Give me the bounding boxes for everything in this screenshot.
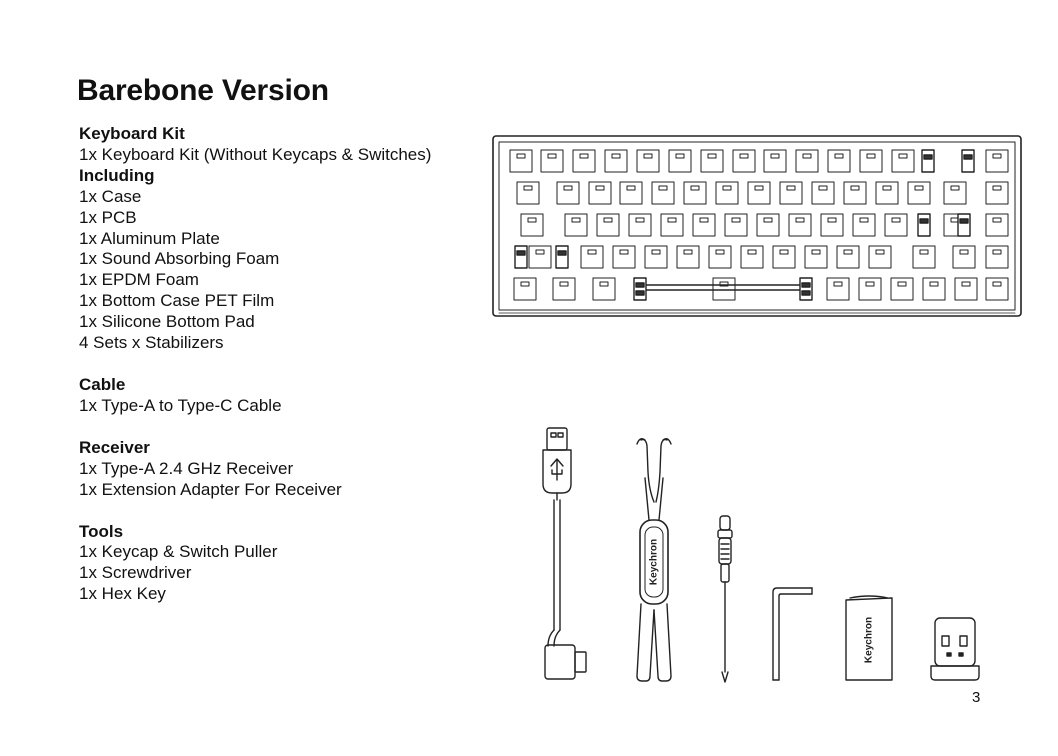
list-item: 1x Screwdriver — [79, 563, 192, 583]
stabilizer-backspace — [922, 150, 974, 172]
switch-notch — [740, 154, 748, 158]
switch-cutout — [955, 278, 977, 300]
switch-cutout — [637, 150, 659, 172]
switch-notch — [812, 250, 820, 254]
switch-cutout — [789, 214, 811, 236]
switch-cutout — [876, 182, 898, 204]
list-item: 1x Silicone Bottom Pad — [79, 312, 255, 332]
switch-cutout — [557, 182, 579, 204]
switch-notch — [748, 250, 756, 254]
switch-notch — [771, 154, 779, 158]
switch-cutout — [629, 214, 651, 236]
switch-notch — [828, 218, 836, 222]
section-heading: Receiver — [79, 437, 150, 457]
switch-notch — [993, 218, 1001, 222]
list-item: 1x Type-A to Type-C Cable — [79, 395, 282, 415]
switch-cutout — [764, 150, 786, 172]
switch-notch — [684, 250, 692, 254]
switch-cutout — [645, 246, 667, 268]
list-item: 1x Hex Key — [79, 584, 166, 604]
switch-notch — [708, 154, 716, 158]
switch-cutout — [986, 278, 1008, 300]
switch-cutout — [828, 150, 850, 172]
switch-cutout — [885, 214, 907, 236]
section-heading: Tools — [79, 521, 124, 541]
switch-notch — [960, 250, 968, 254]
list-item: 1x Keycap & Switch Puller — [79, 542, 278, 562]
switch-notch — [876, 250, 884, 254]
switch-notch — [612, 154, 620, 158]
switch-cutout — [748, 182, 770, 204]
switch-notch — [600, 282, 608, 286]
usb-cable-icon — [543, 428, 586, 679]
switch-notch — [915, 186, 923, 190]
switch-notch — [962, 282, 970, 286]
switch-cutout — [757, 214, 779, 236]
switch-cutout — [860, 150, 882, 172]
switch-cutout — [684, 182, 706, 204]
switch-notch — [866, 282, 874, 286]
switch-notch — [668, 218, 676, 222]
switch-cutout — [553, 278, 575, 300]
switch-notch — [596, 186, 604, 190]
switch-notch — [723, 186, 731, 190]
switch-notch — [930, 282, 938, 286]
switch-cutout — [892, 150, 914, 172]
switch-notch — [834, 282, 842, 286]
switch-cutout — [652, 182, 674, 204]
switch-cutout — [913, 246, 935, 268]
switch-notch — [676, 154, 684, 158]
list-item: 1x Extension Adapter For Receiver — [79, 479, 342, 499]
switch-cutout — [733, 150, 755, 172]
switch-notch — [993, 250, 1001, 254]
switch-notch — [636, 218, 644, 222]
switch-notch — [883, 186, 891, 190]
switch-cutout — [605, 150, 627, 172]
switch-cutout — [589, 182, 611, 204]
switch-notch — [898, 282, 906, 286]
section-heading: Cable — [79, 374, 126, 394]
switch-notch — [627, 186, 635, 190]
switch-notch — [691, 186, 699, 190]
switch-notch — [536, 250, 544, 254]
switch-cutout — [573, 150, 595, 172]
switch-cutout — [986, 182, 1008, 204]
keycap-switch-puller-icon — [637, 439, 671, 681]
list-item: 1x PCB — [79, 207, 137, 227]
switch-cutout — [529, 246, 551, 268]
switch-notch — [652, 250, 660, 254]
switch-cutout — [613, 246, 635, 268]
keyboard-plate-icon — [493, 136, 1021, 316]
switch-cutout — [541, 150, 563, 172]
list-item: 1x Sound Absorbing Foam — [79, 249, 280, 269]
switch-notch — [521, 282, 529, 286]
switch-cutout — [844, 182, 866, 204]
switch-cutout — [581, 246, 603, 268]
switch-notch — [732, 218, 740, 222]
stabilizer-shift — [515, 246, 568, 268]
switch-cutout — [773, 246, 795, 268]
hex-key-icon — [773, 588, 812, 680]
switch-cutout — [944, 182, 966, 204]
switch-notch — [803, 154, 811, 158]
switch-cutout — [923, 278, 945, 300]
subheading-including: Including — [79, 165, 155, 185]
switch-notch — [899, 154, 907, 158]
list-item: 1x Case — [79, 186, 142, 206]
list-item: 1x Type-A 2.4 GHz Receiver — [79, 458, 294, 478]
switch-cutout — [986, 246, 1008, 268]
switch-notch — [796, 218, 804, 222]
switch-notch — [860, 218, 868, 222]
switch-notch — [993, 154, 1001, 158]
stabilizer-spacebar — [634, 278, 812, 300]
switch-cutout — [565, 214, 587, 236]
switch-notch — [755, 186, 763, 190]
switch-cutout — [741, 246, 763, 268]
switch-cutout — [725, 214, 747, 236]
page-title: Barebone Version — [77, 74, 329, 107]
switch-notch — [951, 186, 959, 190]
switch-notch — [993, 186, 1001, 190]
switch-cutout — [701, 150, 723, 172]
receiver-icon — [931, 618, 979, 680]
switch-notch — [764, 218, 772, 222]
list-item: 1x Aluminum Plate — [79, 228, 220, 248]
screwdriver-icon — [718, 516, 732, 682]
switch-notch — [588, 250, 596, 254]
switch-cutout — [908, 182, 930, 204]
switch-cutout — [837, 246, 859, 268]
switch-cutout — [891, 278, 913, 300]
brand-text: Keychron — [648, 538, 660, 586]
switch-cutout — [780, 182, 802, 204]
switch-cutout — [517, 182, 539, 204]
receiver-adapter-icon — [846, 596, 892, 680]
switch-notch — [787, 186, 795, 190]
switch-notch — [644, 154, 652, 158]
switch-cutout — [953, 246, 975, 268]
switch-cutout — [510, 150, 532, 172]
list-item: 1x Bottom Case PET Film — [79, 291, 275, 311]
switch-notch — [620, 250, 628, 254]
switch-notch — [844, 250, 852, 254]
switch-cutout — [620, 182, 642, 204]
switch-notch — [528, 218, 536, 222]
list-item: 1x EPDM Foam — [79, 270, 199, 290]
switch-cutout — [986, 214, 1008, 236]
switch-notch — [892, 218, 900, 222]
brand-text: Keychron — [863, 616, 875, 664]
switch-notch — [993, 282, 1001, 286]
switch-cutout — [796, 150, 818, 172]
switch-notch — [524, 186, 532, 190]
switch-notch — [920, 250, 928, 254]
switch-cutout — [709, 246, 731, 268]
switch-notch — [548, 154, 556, 158]
switch-cutout — [812, 182, 834, 204]
switch-notch — [835, 154, 843, 158]
switch-cutout — [593, 278, 615, 300]
switch-notch — [572, 218, 580, 222]
switch-notch — [780, 250, 788, 254]
switch-cutout — [805, 246, 827, 268]
switch-notch — [659, 186, 667, 190]
switch-cutout — [716, 182, 738, 204]
switch-notch — [819, 186, 827, 190]
switch-notch — [517, 154, 525, 158]
switch-cutout — [677, 246, 699, 268]
switch-notch — [867, 154, 875, 158]
switch-cutout — [859, 278, 881, 300]
switch-cutout — [521, 214, 543, 236]
list-item: 1x Keyboard Kit (Without Keycaps & Switches) — [79, 144, 432, 164]
list-item: 4 Sets x Stabilizers — [79, 333, 224, 353]
switch-notch — [560, 282, 568, 286]
switch-notch — [700, 218, 708, 222]
switch-cutout — [661, 214, 683, 236]
switch-notch — [580, 154, 588, 158]
switch-cutout — [669, 150, 691, 172]
switch-cutout — [597, 214, 619, 236]
switch-cutout — [853, 214, 875, 236]
switch-cutout — [986, 150, 1008, 172]
switch-cutout — [514, 278, 536, 300]
page-number: 3 — [972, 689, 981, 706]
switch-cutout — [693, 214, 715, 236]
switch-notch — [604, 218, 612, 222]
switch-cutout — [713, 278, 735, 300]
switch-notch — [564, 186, 572, 190]
section-heading: Keyboard Kit — [79, 124, 185, 143]
switch-notch — [851, 186, 859, 190]
switch-cutout — [869, 246, 891, 268]
switch-notch — [716, 250, 724, 254]
switch-cutout — [827, 278, 849, 300]
switch-cutout — [821, 214, 843, 236]
